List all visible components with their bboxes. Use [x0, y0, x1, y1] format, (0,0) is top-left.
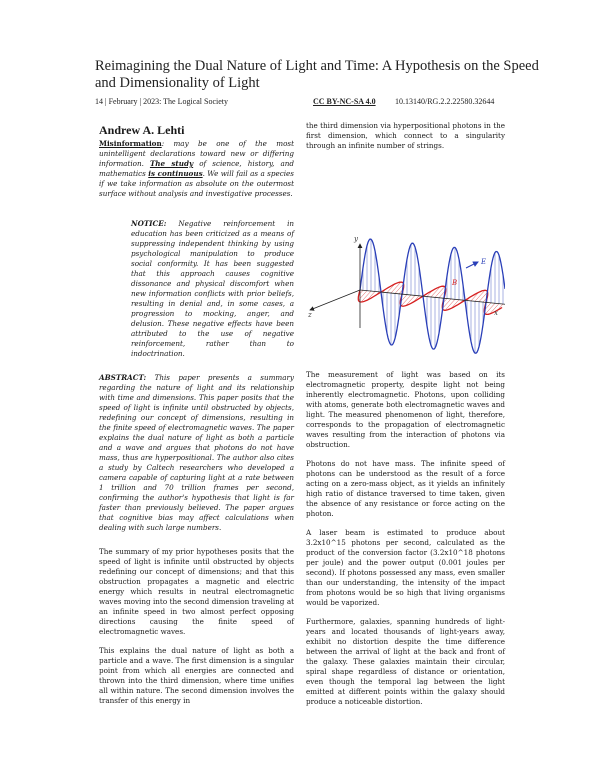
- misinformation-label: Misinformation: [99, 139, 162, 148]
- z-axis: [310, 290, 360, 310]
- misinformation-statement: [99, 139, 294, 199]
- axis-label-y: y: [354, 235, 358, 243]
- notice-text: Negative reinforcement in education has been criticized as a means of suppressing independent thinking by using psychological manipulation to produce social conformity. It has been suggested that this approach causes cognitive dissonance and physical discomfort when new information conflicts with prior beliefs, resulting in denial and, in some cases, a progression to mocking, anger, and delusion. These negative effects have been attributed to the use of negative reinforcement, rather than to indoctrination.: [131, 219, 294, 358]
- vector-label-b: B: [452, 279, 458, 287]
- abstract-label: ABSTRACT:: [99, 373, 147, 382]
- body-paragraph: A laser beam is estimated to produce about 3.2x10^15 photons per second, calculated as the product of the conversion factor (3.2x10^18 photons per joule) and the power output (0.001 joules per second). If photons possessed any mass, even smaller than our understanding, the intensity of the impact from photons would be so high that living organisms would be vaporized.: [306, 528, 505, 607]
- left-column: [99, 123, 294, 715]
- body-paragraph: This explains the dual nature of light as both a particle and a wave. The first dimension is a singular point from which all energies are connected and thrown into the third dimension, where time unifies all within nature. The second dimension involves the transfer of this energy in: [99, 646, 294, 705]
- body-paragraph: The measurement of light was based on its electromagnetic property, despite light not being inherently electromagnetic. Photons, upon colliding with atoms, generate both electromagnetic waves and light. The measured phenomenon of light, therefore, corresponds to the propagation of electromagnetic waves resulting from the interaction of photons via obstruction.: [306, 370, 505, 449]
- doi-text: 10.13140/RG.2.2.22580.32644: [395, 97, 495, 106]
- body-paragraph: Furthermore, galaxies, spanning hundreds of light-years and located thousands of light-years away, exhibit no distortion despite the time difference between the arrival of light at the back and front of the galaxy. These galaxies maintain their circular, spiral shape regardless of distance or orientation, even though the temporal lag between the light emitted at different points within the galaxy should produce a noticeable distortion.: [306, 617, 505, 706]
- misinformation-text-2: of science, history, and mathematics: [99, 159, 294, 178]
- notice-label: NOTICE:: [131, 219, 167, 228]
- body-paragraph: Photons do not have mass. The infinite speed of photons can be understood as the result of a force acting on a zero-mass object, as it yields an infinitely high ratio of distance traversed to time taken, given the absence of any resistance or force acting on the photon.: [306, 459, 505, 518]
- publication-meta: [95, 97, 555, 109]
- the-study-emphasis: The study: [149, 159, 194, 168]
- axis-label-z: z: [308, 311, 312, 319]
- author-name: Andrew A. Lehti: [99, 123, 185, 137]
- is-continuous-emphasis: is continuous: [148, 169, 203, 178]
- axis-label-x: x: [494, 309, 498, 317]
- paper-title: Reimagining the Dual Nature of Light and Time: A Hypothesis on the Speed and Dimensionality of Light: [95, 58, 539, 91]
- license-link[interactable]: CC BY-NC-SA 4.0: [313, 97, 376, 106]
- electromagnetic-wave-figure: [306, 160, 505, 360]
- body-paragraph: the third dimension via hyperpositional photons in the first dimension, which connect to a singularity through an infinite number of strings.: [306, 121, 505, 150]
- body-paragraph: The summary of my prior hypotheses posits that the speed of light is infinite until obstructed by objects redefining our concept of dimensions; and that this obstruction propagates a magnetic and electric energy which results in neutral electromagnetic waves moving into the second dimension traveling at an infinite speed in two almost perfect opposing directions causing the finite speed of electromagnetic waves.: [99, 547, 294, 636]
- em-wave-diagram: [306, 160, 505, 360]
- vector-label-e: E: [481, 258, 487, 266]
- abstract-text: This paper presents a summary regarding the nature of light and its relationship with time and dimensions. This paper posits that the speed of light is infinite until obstructed by objects, redefining our concept of dimensions, resulting in the finite speed of electromagnetic waves. The paper explains the dual nature of light as both a particle and a wave and argues that photons do not have mass, thus are hyperpositional. The author also cites a study by Caltech researchers who developed a camera capable of capturing light at a rate between 1 trillion and 70 trillion frames per second, confirming the author's hypothesis that light is far faster than previously believed. The paper argues that cognitive bias may affect calculations when dealing with such large numbers.: [99, 373, 294, 532]
- e-vector-arrow: [466, 262, 478, 268]
- abstract-block: [99, 373, 294, 533]
- right-column: [306, 121, 505, 716]
- notice-block: [131, 219, 294, 359]
- misinformation-text-3: . We will fail as a species if we take information as absolute on the outermost surface without analysis and investigative processes.: [99, 169, 294, 198]
- issue-info: 14 | February | 2023: The Logical Society: [95, 97, 229, 106]
- misinformation-text-1: : may be one of the most unintelligent declarations toward new or differing information.: [99, 139, 294, 168]
